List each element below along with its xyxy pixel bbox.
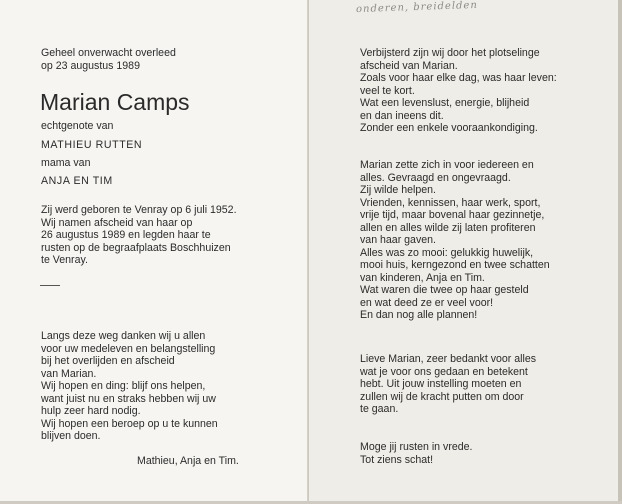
thanks-text: Langs deze weg danken wij u allen voor uw medeleven en belangstelling bij het overlijden en afscheid van Marian. Wij hopen en ding: blijf ons helpen, want juist nu en straks hebben wij uw hulp zeer hard nodig. Wij hopen een beroep op u te kunnen blijven doen. (41, 330, 218, 442)
paragraph-thanks: Lieve Marian, zeer bedankt voor alles wat je voor ons gedaan en betekent hebt. Uit jouw instelling moeten en zullen wij de kracht putten om door te gaan. (360, 353, 537, 415)
opening-text: Geheel onverwacht overleed op 23 augustus 1989 (41, 47, 176, 72)
mother-label: mama van (41, 157, 91, 169)
card-edge (618, 0, 622, 504)
biography-text: Zij werd geboren te Venray op 6 juli 1952. Wij namen afscheid van haar op 26 augustus 1989 en legden haar te rusten op de begraafplaats Boschhuizen te Venray. (41, 204, 237, 266)
center-fold (307, 0, 309, 504)
children-names: ANJA EN TIM (41, 175, 113, 187)
spouse-label: echtgenote van (41, 120, 114, 132)
spouse-name: MATHIEU RUTTEN (41, 139, 143, 151)
deceased-name: Marian Camps (40, 89, 190, 115)
paragraph-tribute: Marian zette zich in voor iedereen en alles. Gevraagd en ongevraagd. Zij wilde helpen. Vrienden, kennissen, haar werk, sport, vrije tijd, maar bovenal haar gezinnetje, allen en alles wilde zij laten profiteren van haar gaven. Alles was zo mooi: gelukkig huwelijk, mooi huis, kerngezond en twee schatten van kinderen, Anja en Tim. Wat waren die twee op haar gesteld en wat deed ze er veel voor! En dan nog alle plannen! (360, 159, 550, 321)
handwritten-note: onderen, breidelden (355, 0, 479, 16)
separator-dash (40, 285, 60, 286)
closing-text: Moge jij rusten in vrede. Tot ziens schat! (360, 441, 473, 466)
left-page (0, 0, 308, 504)
signature-text: Mathieu, Anja en Tim. (137, 455, 239, 467)
paragraph-shock: Verbijsterd zijn wij door het plotselinge afscheid van Marian. Zoals voor haar elke dag, was haar leven: veel te kort. Wat een levenslust, energie, blijheid en dan ineens dit. Zonder een enkele vooraankondiging. (360, 47, 557, 134)
right-page (308, 0, 622, 504)
